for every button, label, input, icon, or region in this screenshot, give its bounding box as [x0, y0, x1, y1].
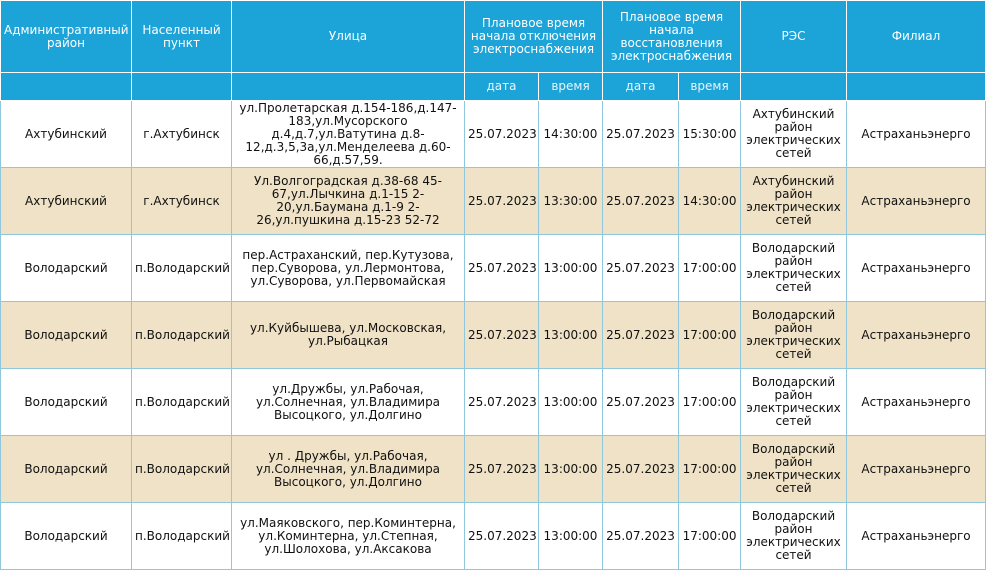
cell-on-time: 17:00:00: [679, 369, 741, 436]
header-blank: [741, 73, 847, 101]
cell-on-time: 17:00:00: [679, 436, 741, 503]
cell-off-date: 25.07.2023: [465, 436, 539, 503]
cell-res: Ахтубинский район электрических сетей: [741, 168, 847, 235]
cell-street: пер.Астраханский, пер.Кутузова, пер.Суворова, ул.Лермонтова, ул.Суворова, ул.Первомайская: [232, 235, 465, 302]
cell-street: ул.Куйбышева, ул.Московская, ул.Рыбацкая: [232, 302, 465, 369]
cell-res: Володарский район электрических сетей: [741, 436, 847, 503]
table-row: [1, 302, 986, 369]
header-locality: Населенный пункт: [132, 1, 232, 73]
cell-on-date: 25.07.2023: [603, 436, 679, 503]
cell-off-time: 13:00:00: [539, 436, 603, 503]
cell-on-date: 25.07.2023: [603, 235, 679, 302]
cell-street: Ул.Волгоградская д.38-68 45-67,ул.Лычкина д.1-15 2-20,ул.Баумана д.1-9 2-26,ул.пушкина д.15-23 52-72: [232, 168, 465, 235]
cell-district: Володарский: [1, 369, 132, 436]
cell-off-date: 25.07.2023: [465, 168, 539, 235]
cell-off-date: 25.07.2023: [465, 369, 539, 436]
table-row: [1, 436, 986, 503]
cell-off-date: 25.07.2023: [465, 302, 539, 369]
cell-on-date: 25.07.2023: [603, 101, 679, 168]
cell-on-date: 25.07.2023: [603, 302, 679, 369]
table-row: [1, 235, 986, 302]
cell-off-date: 25.07.2023: [465, 503, 539, 570]
header-district: Административный район: [1, 1, 132, 73]
cell-branch: Астраханьэнерго: [847, 168, 986, 235]
cell-off-time: 13:00:00: [539, 503, 603, 570]
cell-locality: п.Володарский: [132, 235, 232, 302]
table-row: [1, 101, 986, 168]
cell-on-time: 15:30:00: [679, 101, 741, 168]
cell-res: Володарский район электрических сетей: [741, 235, 847, 302]
cell-district: Володарский: [1, 302, 132, 369]
cell-off-time: 13:00:00: [539, 302, 603, 369]
header-branch: Филиал: [847, 1, 986, 73]
cell-off-date: 25.07.2023: [465, 235, 539, 302]
table-row: [1, 369, 986, 436]
cell-district: Ахтубинский: [1, 168, 132, 235]
cell-on-time: 17:00:00: [679, 503, 741, 570]
table-row: [1, 168, 986, 235]
cell-street: ул.Маяковского, пер.Коминтерна, ул.Коминтерна, ул.Степная, ул.Шолохова, ул.Аксакова: [232, 503, 465, 570]
cell-locality: п.Володарский: [132, 369, 232, 436]
cell-street: ул.Пролетарская д.154-186,д.147-183,ул.Мусорского д.4,д.7,ул.Ватутина д.8-12,д.3,5,3а,ул.Менделеева д.60-66,д.57,59.: [232, 101, 465, 168]
cell-off-date: 25.07.2023: [465, 101, 539, 168]
cell-on-date: 25.07.2023: [603, 503, 679, 570]
header-on-clock: время: [679, 73, 741, 101]
cell-locality: п.Володарский: [132, 503, 232, 570]
header-res: РЭС: [741, 1, 847, 73]
header-blank: [232, 73, 465, 101]
header-on-date: дата: [603, 73, 679, 101]
cell-res: Володарский район электрических сетей: [741, 503, 847, 570]
header-blank: [847, 73, 986, 101]
cell-branch: Астраханьэнерго: [847, 235, 986, 302]
header-off-time: Плановое время начала отключения электроснабжения: [465, 1, 603, 73]
cell-res: Володарский район электрических сетей: [741, 302, 847, 369]
cell-district: Володарский: [1, 503, 132, 570]
cell-on-time: 17:00:00: [679, 235, 741, 302]
cell-off-time: 13:00:00: [539, 369, 603, 436]
cell-street: ул.Дружбы, ул.Рабочая, ул.Солнечная, ул.Владимира Высоцкого, ул.Долгино: [232, 369, 465, 436]
header-off-date: дата: [465, 73, 539, 101]
cell-on-date: 25.07.2023: [603, 168, 679, 235]
header-street: Улица: [232, 1, 465, 73]
header-blank: [1, 73, 132, 101]
cell-off-time: 13:30:00: [539, 168, 603, 235]
header-on-time: Плановое время начала восстановления электроснабжения: [603, 1, 741, 73]
cell-district: Ахтубинский: [1, 101, 132, 168]
cell-street: ул . Дружбы, ул.Рабочая, ул.Солнечная, ул.Владимира Высоцкого, ул.Долгино: [232, 436, 465, 503]
header-off-clock: время: [539, 73, 603, 101]
cell-off-time: 14:30:00: [539, 101, 603, 168]
cell-locality: п.Володарский: [132, 302, 232, 369]
cell-branch: Астраханьэнерго: [847, 436, 986, 503]
cell-res: Володарский район электрических сетей: [741, 369, 847, 436]
cell-locality: п.Володарский: [132, 436, 232, 503]
cell-district: Володарский: [1, 235, 132, 302]
cell-on-date: 25.07.2023: [603, 369, 679, 436]
cell-locality: г.Ахтубинск: [132, 168, 232, 235]
cell-branch: Астраханьэнерго: [847, 101, 986, 168]
cell-branch: Астраханьэнерго: [847, 302, 986, 369]
cell-district: Володарский: [1, 436, 132, 503]
header-blank: [132, 73, 232, 101]
cell-branch: Астраханьэнерго: [847, 369, 986, 436]
cell-locality: г.Ахтубинск: [132, 101, 232, 168]
cell-res: Ахтубинский район электрических сетей: [741, 101, 847, 168]
cell-on-time: 14:30:00: [679, 168, 741, 235]
cell-on-time: 17:00:00: [679, 302, 741, 369]
table-row: [1, 503, 986, 570]
cell-branch: Астраханьэнерго: [847, 503, 986, 570]
cell-off-time: 13:00:00: [539, 235, 603, 302]
